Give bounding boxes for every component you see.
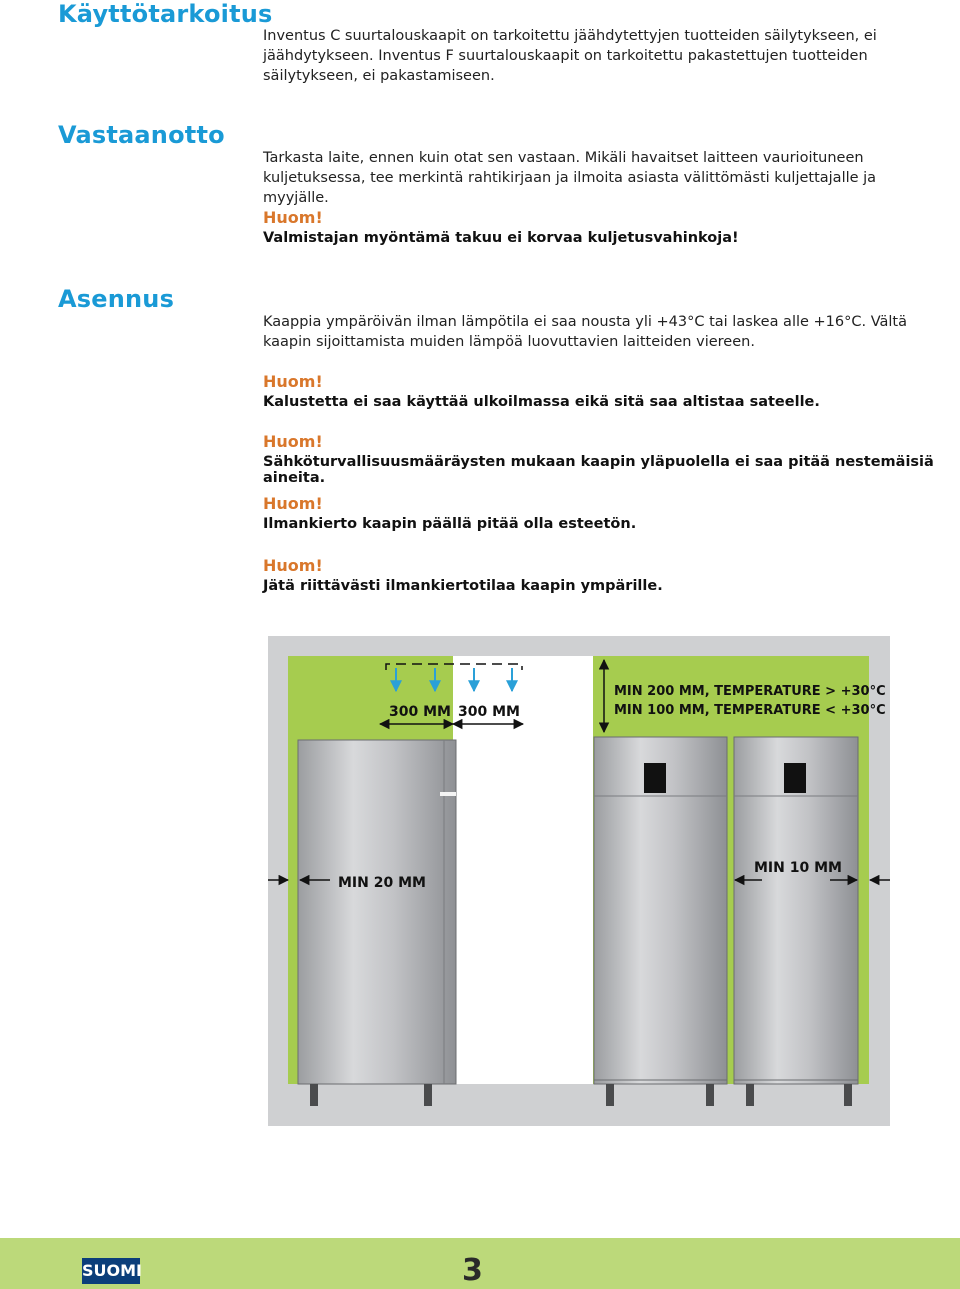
installation-note-label-1: Huom! — [263, 372, 323, 391]
installation-text: Kaappia ympäröivän ilman lämpötila ei saa nousta yli +43°C tai laskea alle +16°C. Vältä kaapin sijoittamista muiden lämpöä luovuttavien laitteiden viereen. — [263, 314, 908, 350]
installation-note-label-3: Huom! — [263, 494, 323, 513]
installation-note-text-2: Sähköturvallisuusmääräysten mukaan kaapin yläpuolella ei saa pitää nestemäisiä aineita. — [263, 454, 934, 486]
reception-note-text: Valmistajan myöntämä takuu ei korvaa kuljetusvahinkoja! — [263, 230, 739, 246]
installation-note-text-1: Kalustetta ei saa käyttää ulkoilmassa eikä sitä saa altistaa sateelle. — [263, 394, 820, 410]
installation-clearance-diagram — [268, 636, 890, 1126]
reception-note-label: Huom! — [263, 208, 323, 227]
language-badge: SUOMI — [82, 1258, 140, 1284]
installation-note-text-4: Jätä riittävästi ilmankiertotilaa kaapin ympärille. — [263, 578, 663, 594]
heading-reception: Vastaanotto — [58, 121, 225, 149]
right-cabinet-1 — [594, 737, 727, 1106]
right-cabinet-2 — [734, 737, 858, 1106]
left-cabinet — [298, 740, 456, 1106]
reception-text: Tarkasta laite, ennen kuin otat sen vastaan. Mikäli havaitset laitteen vaurioituneen kuljetuksessa, tee merkintä rahtikirjaan ja ilmoita asiasta välittömästi kuljettajalle ja myyjälle. — [263, 150, 877, 206]
gap-right-label: 300 MM — [458, 704, 520, 720]
open-space — [453, 656, 593, 1084]
side-right-label: MIN 10 MM — [754, 860, 842, 876]
heading-installation: Asennus — [58, 285, 175, 313]
page-number: 3 — [462, 1253, 483, 1288]
heading-purpose: Käyttötarkoitus — [58, 0, 273, 28]
top-clearance-label-1: MIN 200 MM, TEMPERATURE > +30°C — [614, 684, 886, 699]
installation-note-label-4: Huom! — [263, 556, 323, 575]
installation-note-label-2: Huom! — [263, 432, 323, 451]
top-clearance-label-2: MIN 100 MM, TEMPERATURE < +30°C — [614, 703, 886, 718]
side-left-label: MIN 20 MM — [338, 875, 426, 891]
gap-left-label: 300 MM — [389, 704, 451, 720]
purpose-text: Inventus C suurtalouskaapit on tarkoitettu jäähdytettyjen tuotteiden säilytykseen, ei jäähdytykseen. Inventus F suurtalouskaapit on tarkoitettu pakastettujen tuotteiden säilytykseen, ei pakastamiseen. — [263, 28, 877, 84]
installation-note-text-3: Ilmankierto kaapin päällä pitää olla esteetön. — [263, 516, 637, 532]
